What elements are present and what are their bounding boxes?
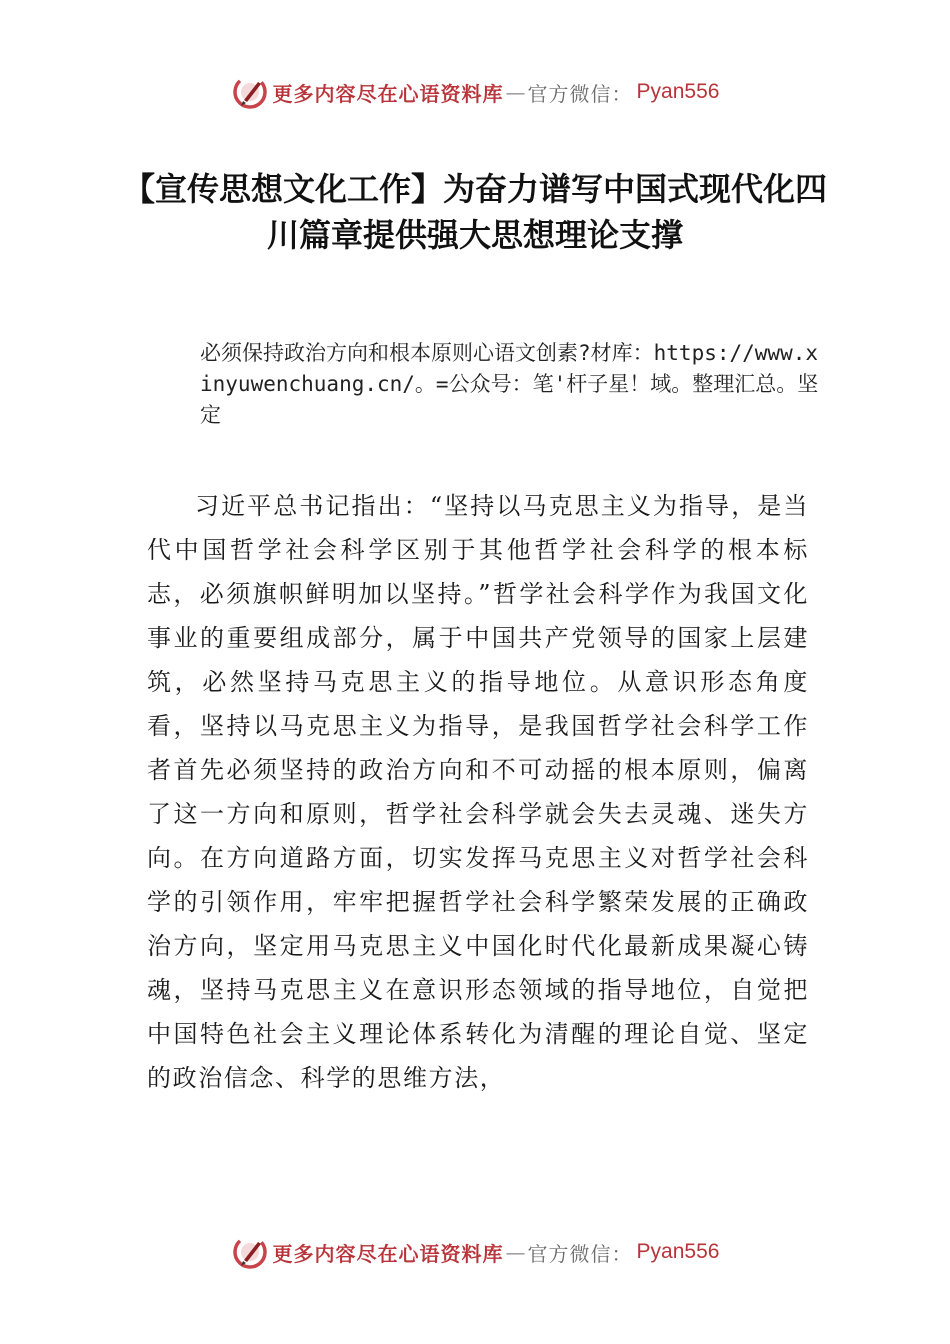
banner-separator: —: [505, 80, 526, 104]
header-banner: [0, 70, 950, 114]
footer-banner: [0, 1230, 950, 1274]
promo-text: 更多内容尽在心语资料库: [272, 81, 504, 106]
brush-pen-logo-icon: [231, 73, 269, 111]
wechat-label: 官方微信：: [527, 1241, 633, 1266]
body-paragraph: 习近平总书记指出：“坚持以马克思主义为指导，是当代中国哲学社会科学区别于其他哲学社会科学的根本标志，必须旗帜鲜明加以坚持。”哲学社会科学作为我国文化事业的重要组成部分，属于中国共产党领导的国家上层建筑，必然坚持马克思主义的指导地位。从意识形态角度看，坚持以马克思主义为指导，是我国哲学社会科学工作者首先必须坚持的政治方向和不可动摇的根本原则，偏离了这一方向和原则，哲学社会科学就会失去灵魂、迷失方向。在方向道路方面，切实发挥马克思主义对哲学社会科学的引领作用，牢牢把握哲学社会科学繁荣发展的正确政治方向，坚定用马克思主义中国化时代化最新成果凝心铸魂，坚持马克思主义在意识形态领域的指导地位，自觉把中国特色社会主义理论体系转化为清醒的理论自觉、坚定的政治信念、科学的思维方法，: [147, 492, 809, 1092]
wechat-id: Pyan556: [636, 80, 720, 103]
wechat-label: 官方微信：: [527, 81, 633, 106]
document-title: 【宣传思想文化工作】为奋力谱写中国式现代化四川篇章提供强大思想理论支撑: [122, 170, 827, 254]
source-note: 必须保持政治方向和根本原则心语文创素?材库：https://www.xinyuwenchuang.cn/。=公众号：笔'杆子星！域。整理汇总。坚定: [200, 341, 819, 427]
brush-pen-logo-icon: [231, 1233, 269, 1271]
wechat-id: Pyan556: [636, 1240, 720, 1263]
promo-text: 更多内容尽在心语资料库: [272, 1241, 504, 1266]
banner-separator: —: [505, 1240, 526, 1264]
